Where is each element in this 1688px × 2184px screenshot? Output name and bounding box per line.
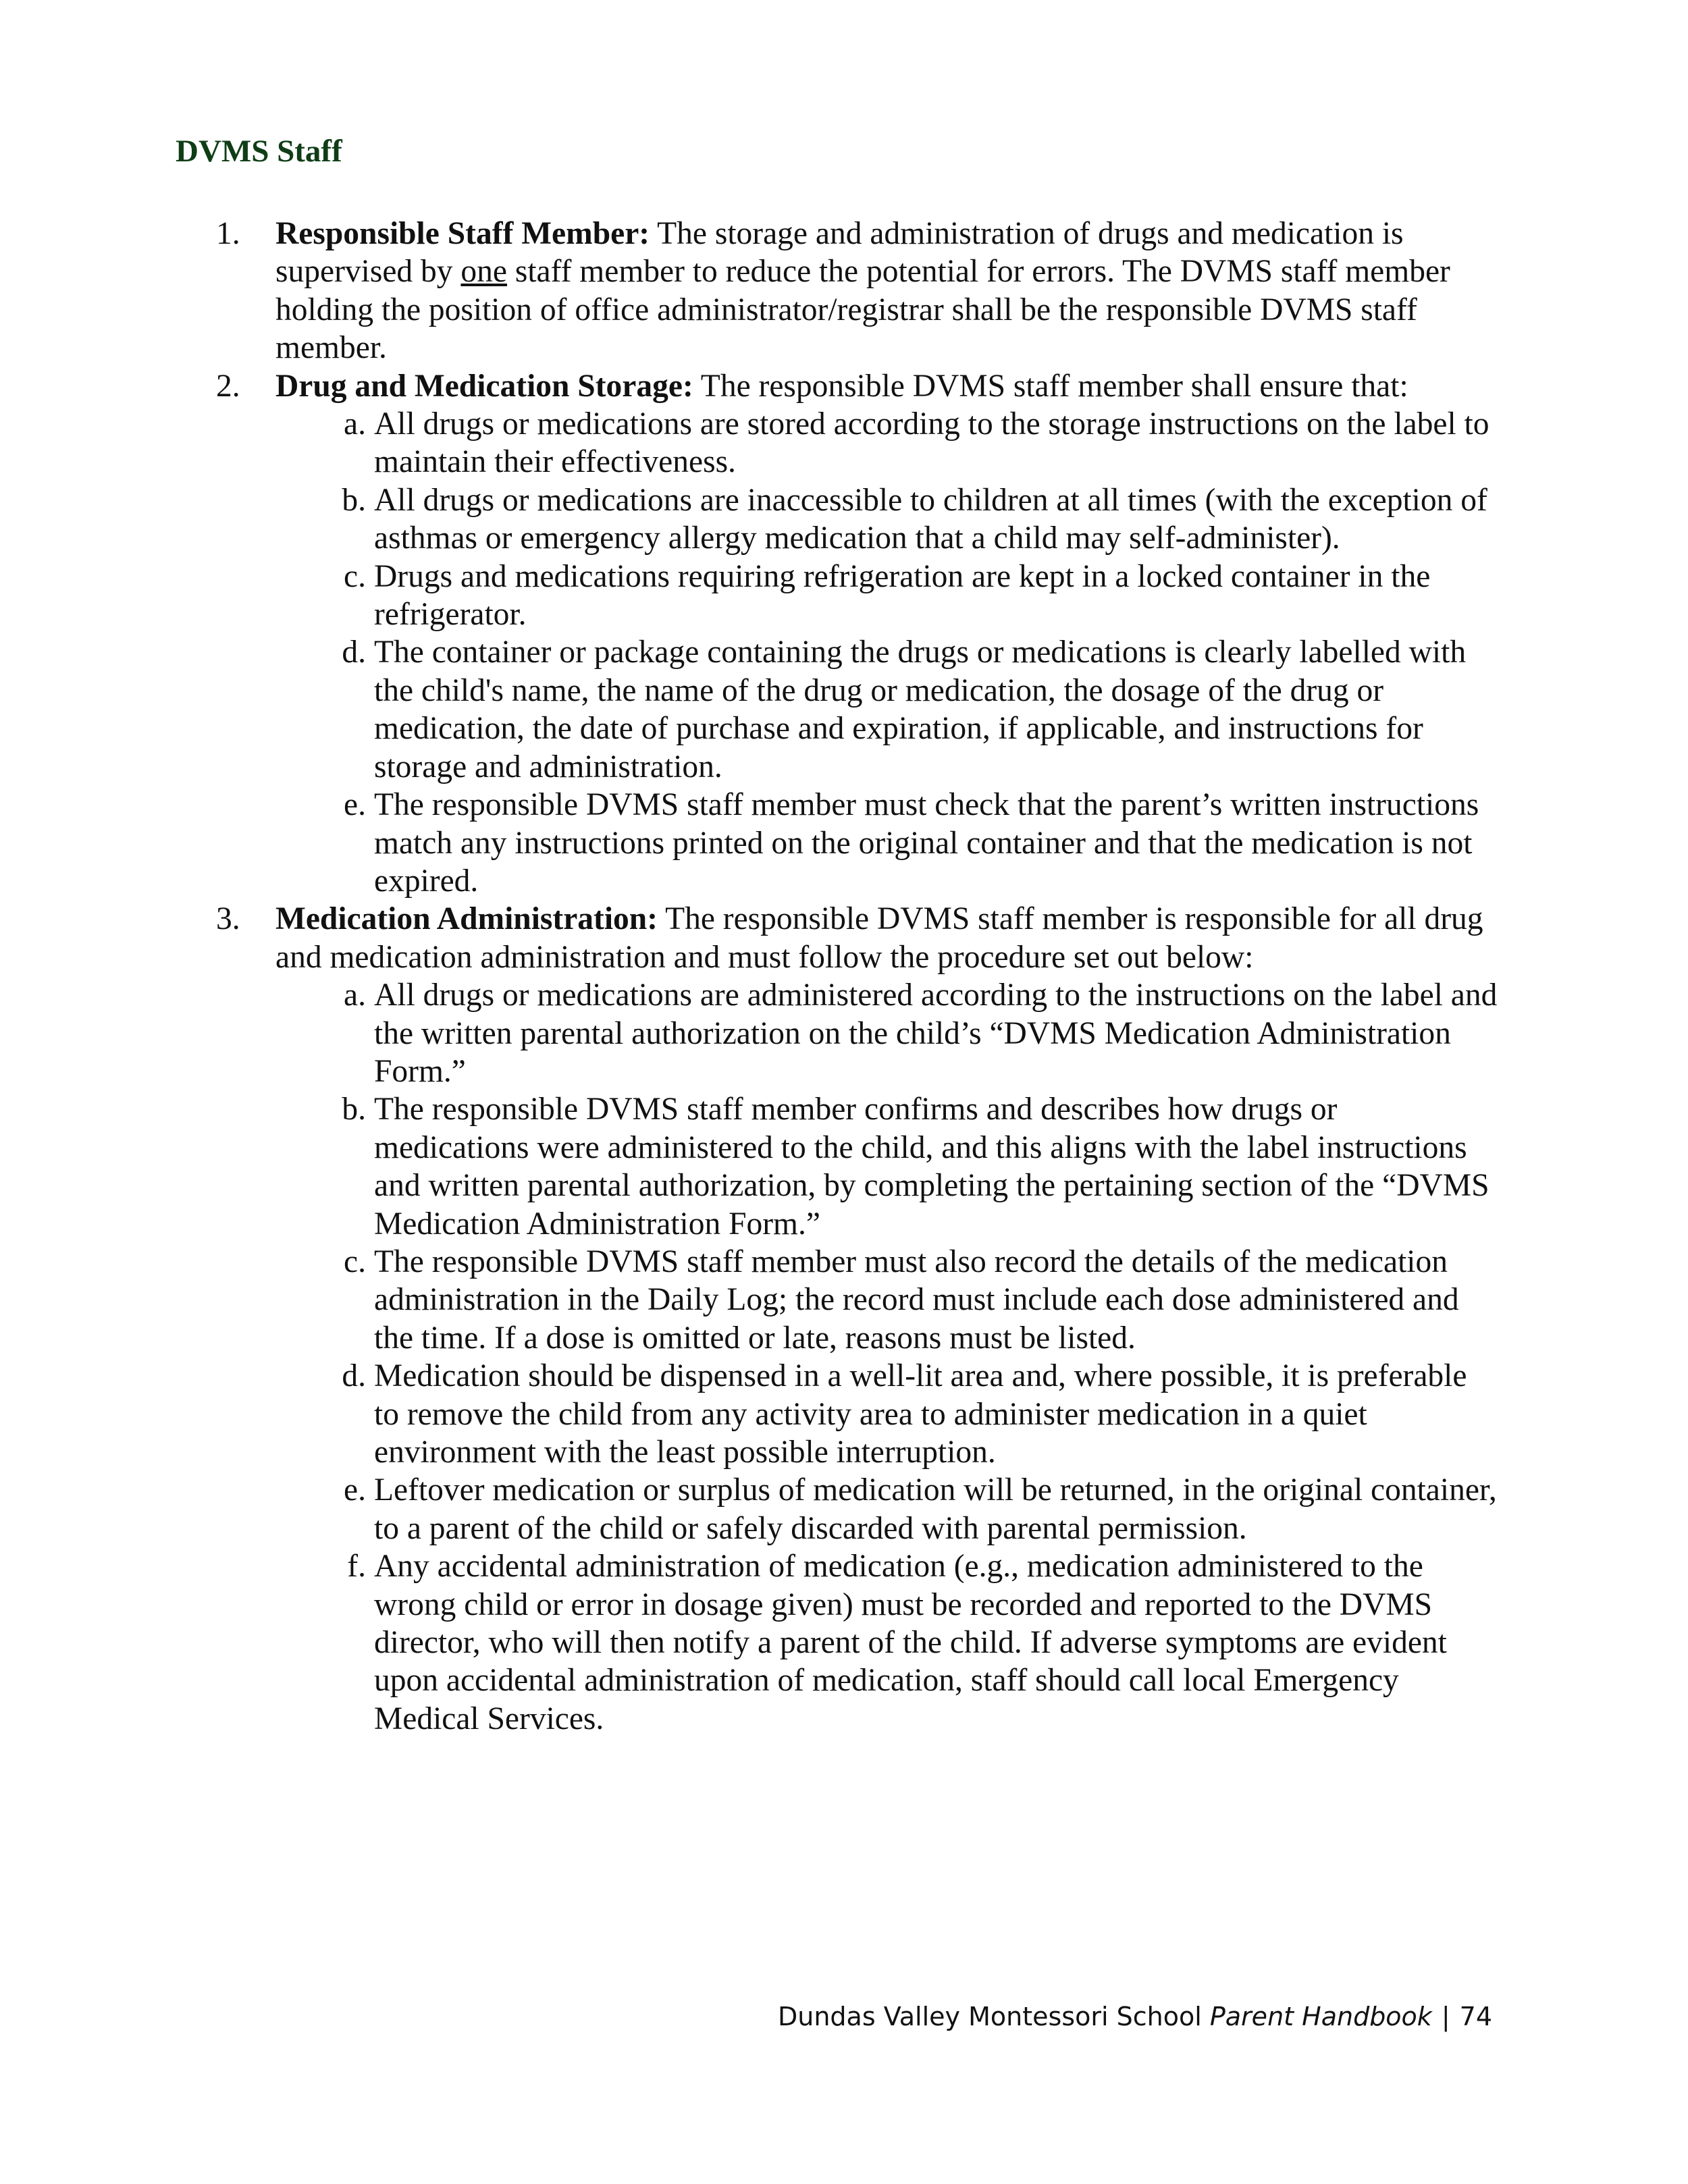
sub-item xyxy=(275,786,1499,900)
sub-item-text: Leftover medication or surplus of medication will be returned, in the original container, to a parent of the child or safely discarded with parental permission. xyxy=(374,1472,1497,1546)
footer-separator: | xyxy=(1441,2002,1450,2031)
sub-item xyxy=(275,1243,1499,1357)
list-item-1 xyxy=(216,215,1499,367)
item-number: 2. xyxy=(216,368,240,404)
sub-item xyxy=(275,633,1499,786)
section-heading: DVMS Staff xyxy=(176,134,342,169)
sub-item xyxy=(275,405,1499,481)
item-title: Medication Administration: xyxy=(275,901,658,937)
sub-item-text: The responsible DVMS staff member confirms and describes how drugs or medications were administered to the child, and this aligns with the label instructions and written parental authorization, by completing the pertaining section of the “DVMS Medication Administration Form.” xyxy=(374,1092,1489,1242)
underlined-word: one xyxy=(460,254,507,290)
item-title: Responsible Staff Member: xyxy=(275,216,650,251)
sub-item-letter: b. xyxy=(342,482,366,518)
page-footer xyxy=(0,2002,1492,2031)
item-text: The responsible DVMS staff member shall ensure that: xyxy=(693,368,1408,404)
sub-item-letter: c. xyxy=(344,1244,366,1279)
item-text: The storage and administration of drugs and medication is supervised by xyxy=(275,216,1404,290)
sub-item-text: All drugs or medications are inaccessible to children at all times (with the exception of asthmas or emergency allergy medication that a child may self-administer). xyxy=(374,482,1487,556)
sub-item-text: The responsible DVMS staff member must check that the parent’s written instructions match any instructions printed on the original container and that the medication is not expired. xyxy=(374,787,1479,899)
sub-item-text: Medication should be dispensed in a well-lit area and, where possible, it is preferable to remove the child from any activity area to administer medication in a quiet environment with the least possible interruption. xyxy=(374,1358,1467,1470)
sub-item-letter: f. xyxy=(347,1549,366,1584)
sub-item xyxy=(275,976,1499,1090)
sub-item-letter: d. xyxy=(342,1358,366,1394)
sub-item xyxy=(275,1090,1499,1243)
sub-item-text: All drugs or medications are administered according to the instructions on the label and the written parental authorization on the child’s “DVMS Medication Administration Form.” xyxy=(374,978,1498,1089)
sub-item xyxy=(275,1471,1499,1547)
sub-item-letter: b. xyxy=(342,1092,366,1127)
list-body xyxy=(216,215,1499,1738)
footer-school-name: Dundas Valley Montessori School xyxy=(778,2002,1202,2031)
item-number: 3. xyxy=(216,901,240,937)
sub-item xyxy=(275,1547,1499,1738)
sub-item-text: The responsible DVMS staff member must also record the details of the medication administration in the Daily Log; the record must include each dose administered and the time. If a dose is omitted or late, reasons must be listed. xyxy=(374,1244,1459,1356)
page-number: 74 xyxy=(1459,2002,1492,2031)
sub-item-letter: d. xyxy=(342,635,366,670)
sub-item-letter: a. xyxy=(344,406,366,442)
item-text: staff member to reduce the potential for errors. The DVMS staff member holding the position of office administrator/registrar shall be the responsible DVMS staff member. xyxy=(275,254,1450,366)
sub-item-letter: c. xyxy=(344,558,366,594)
footer-handbook-title: Parent Handbook xyxy=(1209,2002,1432,2031)
item-number: 1. xyxy=(216,216,240,251)
item-title: Drug and Medication Storage: xyxy=(275,368,693,404)
item-text: The responsible DVMS staff member is responsible for all drug and medication administration and must follow the procedure set out below: xyxy=(275,901,1483,975)
sub-item-letter: e. xyxy=(344,1472,366,1508)
sub-item xyxy=(275,558,1499,634)
sub-item-text: Drugs and medications requiring refrigeration are kept in a locked container in the refrigerator. xyxy=(374,558,1431,633)
sub-item-text: All drugs or medications are stored according to the storage instructions on the label to maintain their effectiveness. xyxy=(374,406,1489,480)
sub-item-text: Any accidental administration of medication (e.g., medication administered to the wrong child or error in dosage given) must be recorded and reported to the DVMS director, who will then notify a parent of the child. If adverse symptoms are evident upon accidental administration of medication, staff should call local Emergency Medical Services. xyxy=(374,1549,1447,1736)
list-item-3 xyxy=(216,900,1499,1738)
list-item-2 xyxy=(216,367,1499,901)
sub-item-text: The container or package containing the drugs or medications is clearly labelled with the child's name, the name of the drug or medication, the dosage of the drug or medication, the date of purchase and expiration, if applicable, and instructions for storage and administration. xyxy=(374,635,1467,784)
sub-item xyxy=(275,481,1499,558)
sub-item xyxy=(275,1357,1499,1471)
sub-item-letter: a. xyxy=(344,978,366,1013)
sub-item-letter: e. xyxy=(344,787,366,823)
